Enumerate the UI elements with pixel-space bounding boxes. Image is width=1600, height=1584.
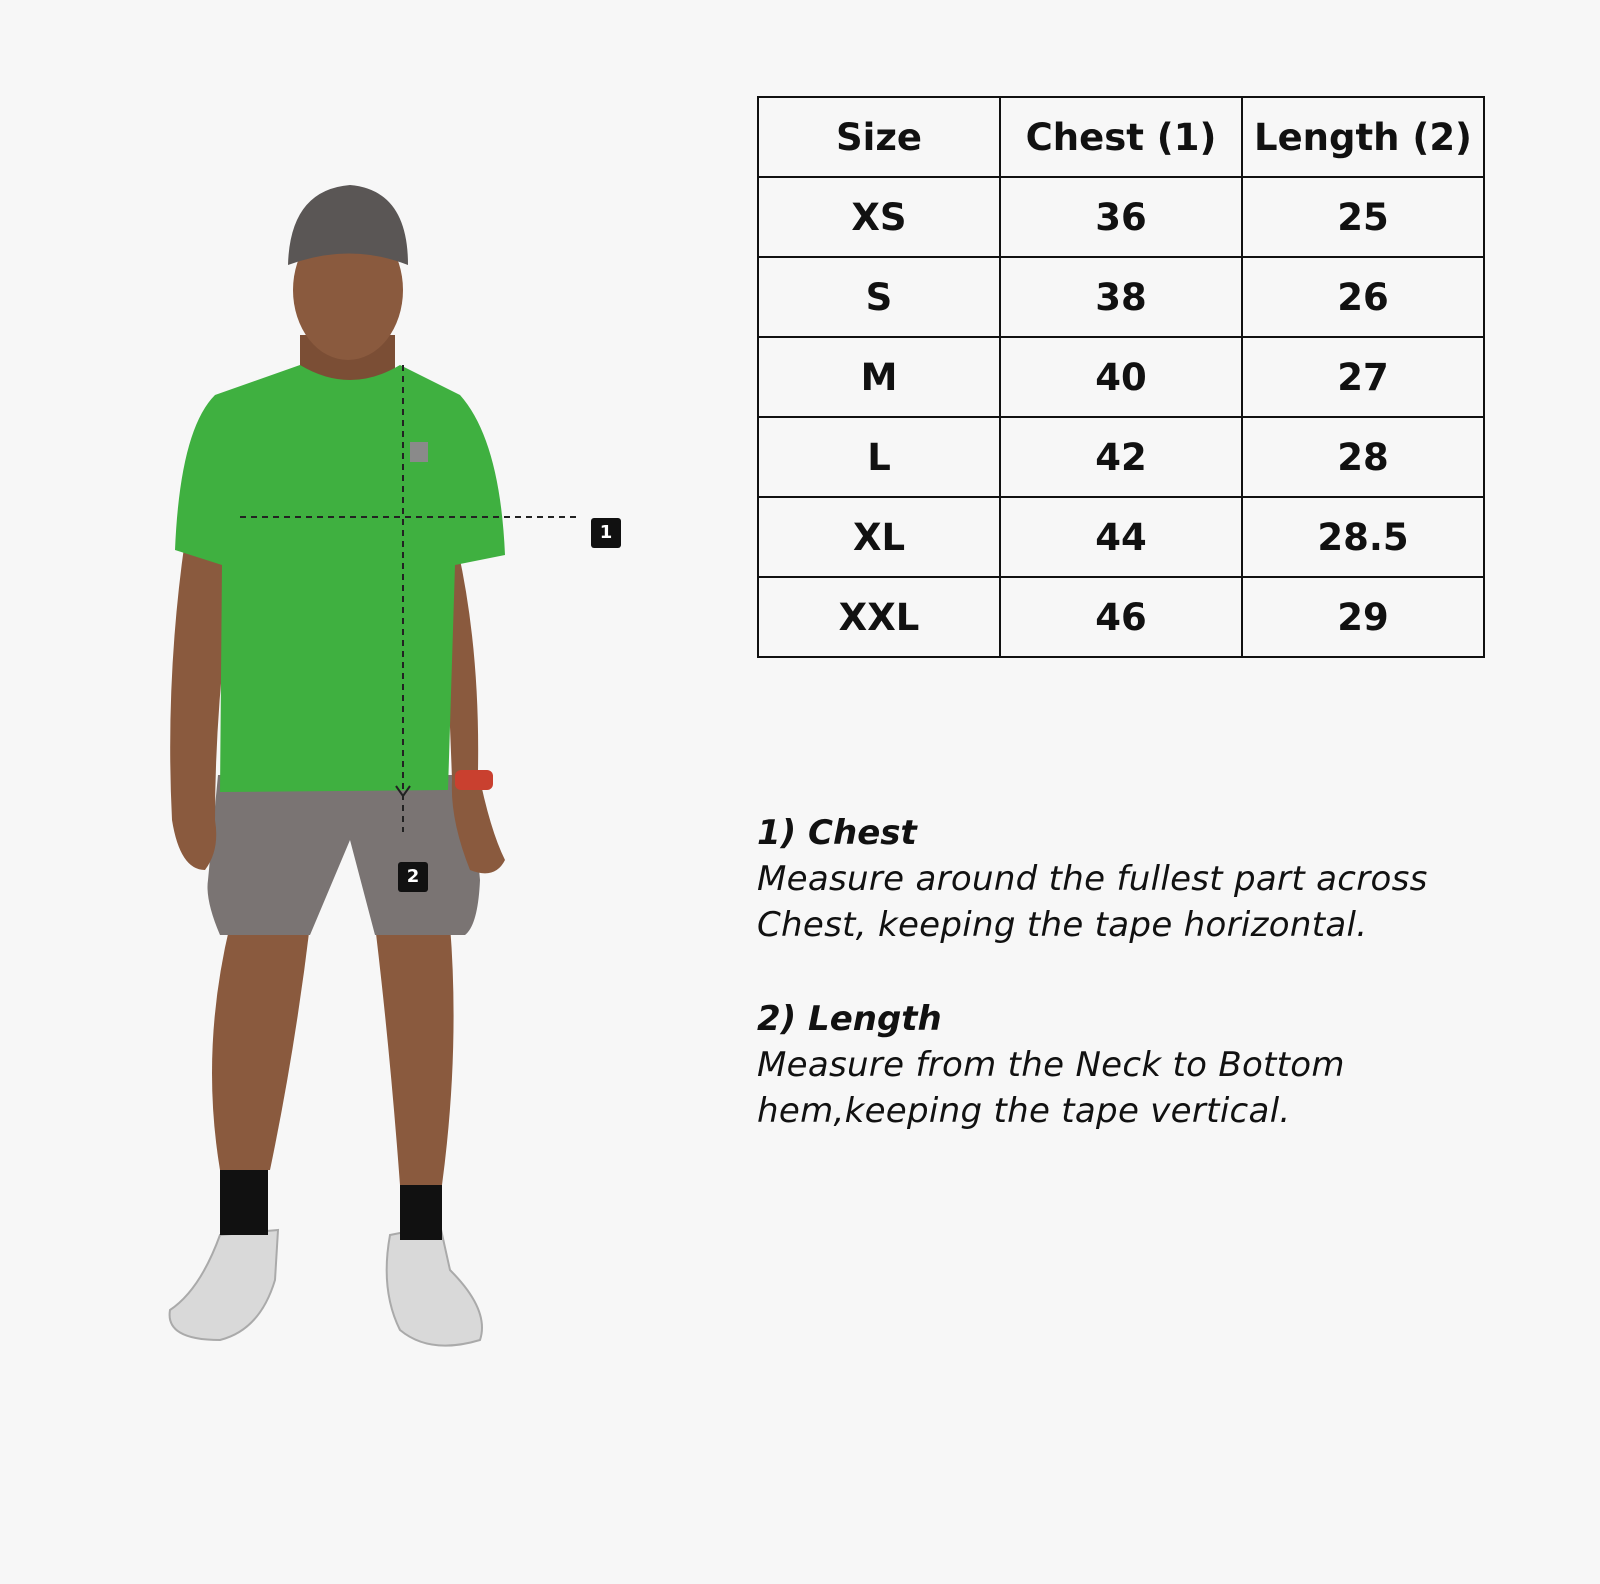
left-shoe (170, 1230, 278, 1340)
length-note-line-1: Measure from the Neck to Bottom (757, 1045, 1345, 1085)
table-header-row (758, 97, 1484, 177)
size-chart-table (757, 96, 1485, 658)
chest-cell: 46 (1000, 577, 1242, 657)
size-cell: XS (758, 177, 1000, 257)
chest-cell: 42 (1000, 417, 1242, 497)
length-cell: 28.5 (1242, 497, 1484, 577)
length-note-title: 2) Length (757, 999, 942, 1039)
chest-note-title: 1) Chest (757, 813, 917, 853)
chest-cell: 40 (1000, 337, 1242, 417)
header-size: Size (758, 97, 1000, 177)
length-cell: 29 (1242, 577, 1484, 657)
header-length: Length (2) (1242, 97, 1484, 177)
size-cell: XXL (758, 577, 1000, 657)
measurement-notes (757, 810, 1517, 1182)
table-row (758, 417, 1484, 497)
chest-note (757, 810, 1517, 948)
right-sock (400, 1180, 442, 1240)
size-cell: XL (758, 497, 1000, 577)
size-cell: S (758, 257, 1000, 337)
watch (455, 770, 493, 790)
table-row (758, 177, 1484, 257)
length-cell: 27 (1242, 337, 1484, 417)
table-row (758, 337, 1484, 417)
table-row (758, 497, 1484, 577)
chest-note-line-2: Chest, keeping the tape horizontal. (757, 905, 1368, 945)
shirt-logo (410, 442, 428, 462)
length-marker: 2 (398, 862, 428, 892)
length-note (757, 996, 1517, 1134)
length-note-line-2: hem,keeping the tape vertical. (757, 1091, 1291, 1131)
header-chest: Chest (1) (1000, 97, 1242, 177)
chest-cell: 38 (1000, 257, 1242, 337)
size-cell: M (758, 337, 1000, 417)
model-photo (160, 180, 620, 1400)
table-row (758, 257, 1484, 337)
length-cell: 25 (1242, 177, 1484, 257)
chest-cell: 44 (1000, 497, 1242, 577)
left-sock (220, 1165, 268, 1235)
shorts (208, 775, 481, 935)
model-figure (160, 180, 620, 1400)
table-row (758, 577, 1484, 657)
cap (288, 185, 408, 265)
chest-cell: 36 (1000, 177, 1242, 257)
chest-note-line-1: Measure around the fullest part across (757, 859, 1428, 899)
right-leg (375, 925, 454, 1185)
chest-marker: 1 (591, 518, 621, 548)
size-cell: L (758, 417, 1000, 497)
length-cell: 26 (1242, 257, 1484, 337)
left-leg (212, 925, 310, 1170)
right-shoe (387, 1225, 482, 1346)
length-cell: 28 (1242, 417, 1484, 497)
